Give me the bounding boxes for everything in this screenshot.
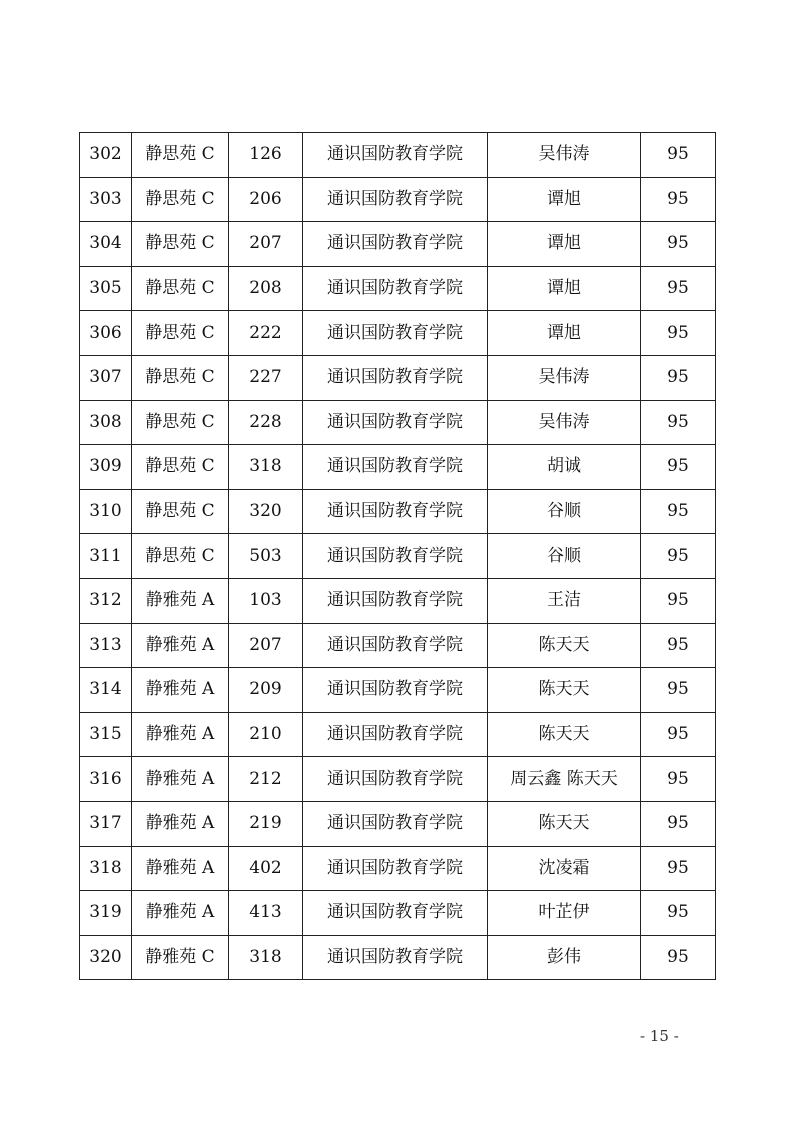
counselor-cell: 谷顺 <box>488 489 641 534</box>
row-number-cell: 316 <box>80 757 132 802</box>
college-cell: 通识国防教育学院 <box>303 355 488 400</box>
building-cell: 静雅苑 A <box>132 623 229 668</box>
row-number-cell: 312 <box>80 578 132 623</box>
row-number-cell: 314 <box>80 668 132 713</box>
row-number-cell: 309 <box>80 445 132 490</box>
college-cell: 通识国防教育学院 <box>303 846 488 891</box>
row-number-cell: 305 <box>80 266 132 311</box>
score-cell: 95 <box>641 177 716 222</box>
row-number-cell: 310 <box>80 489 132 534</box>
room-number-cell: 219 <box>229 801 303 846</box>
building-cell: 静雅苑 A <box>132 846 229 891</box>
college-cell: 通识国防教育学院 <box>303 578 488 623</box>
counselor-cell: 吴伟涛 <box>488 400 641 445</box>
college-cell: 通识国防教育学院 <box>303 133 488 178</box>
row-number-cell: 303 <box>80 177 132 222</box>
room-number-cell: 208 <box>229 266 303 311</box>
room-number-cell: 318 <box>229 445 303 490</box>
room-number-cell: 402 <box>229 846 303 891</box>
score-cell: 95 <box>641 400 716 445</box>
college-cell: 通识国防教育学院 <box>303 935 488 980</box>
building-cell: 静思苑 C <box>132 177 229 222</box>
score-cell: 95 <box>641 355 716 400</box>
row-number-cell: 317 <box>80 801 132 846</box>
row-number-cell: 302 <box>80 133 132 178</box>
room-number-cell: 503 <box>229 534 303 579</box>
counselor-cell: 谷顺 <box>488 534 641 579</box>
counselor-cell: 周云鑫 陈天天 <box>488 757 641 802</box>
score-cell: 95 <box>641 489 716 534</box>
counselor-cell: 吴伟涛 <box>488 133 641 178</box>
room-number-cell: 413 <box>229 891 303 936</box>
row-number-cell: 315 <box>80 712 132 757</box>
room-number-cell: 207 <box>229 222 303 267</box>
table-row <box>80 578 716 623</box>
building-cell: 静雅苑 A <box>132 668 229 713</box>
college-cell: 通识国防教育学院 <box>303 311 488 356</box>
table-row <box>80 801 716 846</box>
building-cell: 静思苑 C <box>132 266 229 311</box>
room-number-cell: 320 <box>229 489 303 534</box>
room-number-cell: 103 <box>229 578 303 623</box>
room-number-cell: 206 <box>229 177 303 222</box>
room-number-cell: 126 <box>229 133 303 178</box>
table-row <box>80 445 716 490</box>
table-row <box>80 935 716 980</box>
table-row <box>80 891 716 936</box>
table-row <box>80 133 716 178</box>
table-row <box>80 222 716 267</box>
row-number-cell: 307 <box>80 355 132 400</box>
room-number-cell: 228 <box>229 400 303 445</box>
score-cell: 95 <box>641 578 716 623</box>
counselor-cell: 陈天天 <box>488 623 641 668</box>
row-number-cell: 311 <box>80 534 132 579</box>
table-row <box>80 311 716 356</box>
college-cell: 通识国防教育学院 <box>303 445 488 490</box>
score-cell: 95 <box>641 222 716 267</box>
room-number-cell: 222 <box>229 311 303 356</box>
counselor-cell: 胡诚 <box>488 445 641 490</box>
score-cell: 95 <box>641 801 716 846</box>
room-number-cell: 210 <box>229 712 303 757</box>
building-cell: 静雅苑 A <box>132 757 229 802</box>
table-row <box>80 177 716 222</box>
building-cell: 静思苑 C <box>132 355 229 400</box>
counselor-cell: 谭旭 <box>488 177 641 222</box>
counselor-cell: 陈天天 <box>488 668 641 713</box>
room-number-cell: 227 <box>229 355 303 400</box>
page-number: - 15 - <box>640 1027 679 1045</box>
college-cell: 通识国防教育学院 <box>303 757 488 802</box>
college-cell: 通识国防教育学院 <box>303 222 488 267</box>
counselor-cell: 沈凌霜 <box>488 846 641 891</box>
building-cell: 静思苑 C <box>132 445 229 490</box>
college-cell: 通识国防教育学院 <box>303 623 488 668</box>
college-cell: 通识国防教育学院 <box>303 801 488 846</box>
building-cell: 静思苑 C <box>132 222 229 267</box>
counselor-cell: 吴伟涛 <box>488 355 641 400</box>
table-row <box>80 534 716 579</box>
counselor-cell: 谭旭 <box>488 222 641 267</box>
row-number-cell: 318 <box>80 846 132 891</box>
table-row <box>80 712 716 757</box>
row-number-cell: 313 <box>80 623 132 668</box>
row-number-cell: 308 <box>80 400 132 445</box>
room-number-cell: 207 <box>229 623 303 668</box>
table-row <box>80 400 716 445</box>
college-cell: 通识国防教育学院 <box>303 668 488 713</box>
counselor-cell: 彭伟 <box>488 935 641 980</box>
college-cell: 通识国防教育学院 <box>303 177 488 222</box>
score-cell: 95 <box>641 133 716 178</box>
college-cell: 通识国防教育学院 <box>303 891 488 936</box>
table-row <box>80 355 716 400</box>
table-row <box>80 623 716 668</box>
building-cell: 静思苑 C <box>132 489 229 534</box>
row-number-cell: 304 <box>80 222 132 267</box>
score-cell: 95 <box>641 534 716 579</box>
building-cell: 静思苑 C <box>132 133 229 178</box>
counselor-cell: 陈天天 <box>488 801 641 846</box>
building-cell: 静雅苑 C <box>132 935 229 980</box>
building-cell: 静雅苑 A <box>132 891 229 936</box>
row-number-cell: 320 <box>80 935 132 980</box>
room-number-cell: 212 <box>229 757 303 802</box>
score-cell: 95 <box>641 311 716 356</box>
room-number-cell: 318 <box>229 935 303 980</box>
score-cell: 95 <box>641 935 716 980</box>
row-number-cell: 319 <box>80 891 132 936</box>
counselor-cell: 谭旭 <box>488 266 641 311</box>
college-cell: 通识国防教育学院 <box>303 534 488 579</box>
score-cell: 95 <box>641 445 716 490</box>
building-cell: 静雅苑 A <box>132 578 229 623</box>
score-cell: 95 <box>641 712 716 757</box>
building-cell: 静思苑 C <box>132 311 229 356</box>
score-cell: 95 <box>641 668 716 713</box>
counselor-cell: 叶芷伊 <box>488 891 641 936</box>
college-cell: 通识国防教育学院 <box>303 489 488 534</box>
college-cell: 通识国防教育学院 <box>303 712 488 757</box>
room-number-cell: 209 <box>229 668 303 713</box>
score-cell: 95 <box>641 623 716 668</box>
table-row <box>80 668 716 713</box>
table-row <box>80 757 716 802</box>
counselor-cell: 谭旭 <box>488 311 641 356</box>
table-row <box>80 489 716 534</box>
table-row <box>80 846 716 891</box>
score-cell: 95 <box>641 266 716 311</box>
building-cell: 静雅苑 A <box>132 712 229 757</box>
building-cell: 静雅苑 A <box>132 801 229 846</box>
college-cell: 通识国防教育学院 <box>303 266 488 311</box>
table-body <box>80 133 716 980</box>
building-cell: 静思苑 C <box>132 534 229 579</box>
college-cell: 通识国防教育学院 <box>303 400 488 445</box>
score-cell: 95 <box>641 891 716 936</box>
building-cell: 静思苑 C <box>132 400 229 445</box>
counselor-cell: 王洁 <box>488 578 641 623</box>
table-row <box>80 266 716 311</box>
counselor-cell: 陈天天 <box>488 712 641 757</box>
row-number-cell: 306 <box>80 311 132 356</box>
score-cell: 95 <box>641 846 716 891</box>
dormitory-score-table <box>79 132 716 980</box>
score-cell: 95 <box>641 757 716 802</box>
